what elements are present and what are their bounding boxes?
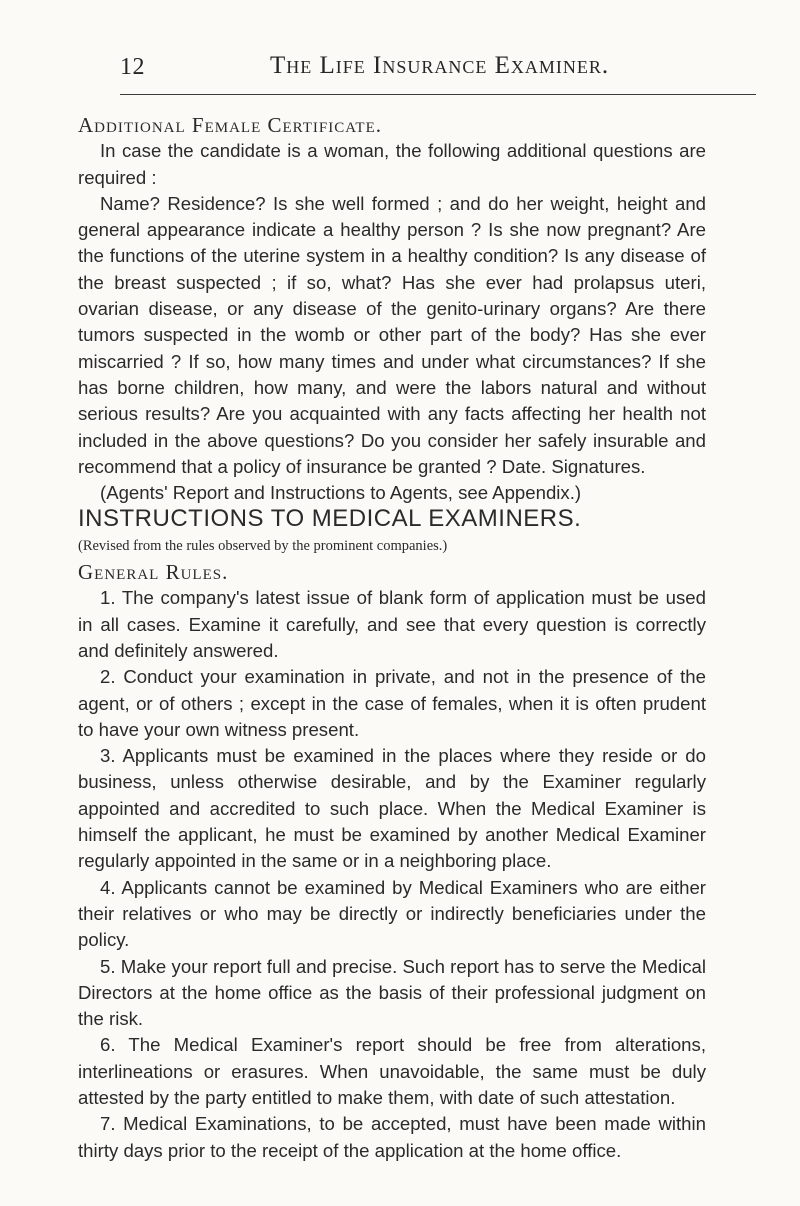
page-number: 12 xyxy=(120,54,145,80)
header-rule xyxy=(120,94,756,95)
certificate-intro: In case the candidate is a woman, the following additional questions are required : xyxy=(78,140,706,188)
certificate-questions: Name? Residence? Is she well formed ; and do her weight, height and general appearance indicate a healthy person ? Is she now pregnant? Are the functions of the uterine system in a healthy condition? Is any disease of the breast suspected ; if so, what? Has she ever had prolapsus uteri, ovarian disease, or any disease of the genito-urinary organs? Are there tumors suspected in the womb or other part of the body? Has she ever miscarried ? If so, how many times and under what circumstances? If she has borne children, how many, and were the labors natural and without serious results? Are you acquainted with any facts affecting her health not included in the above questions? Do you consider her safely insurable and recommend that a policy of insurance be granted ? Date. Signatures. xyxy=(78,192,706,477)
rule-1: 1. The company's latest issue of blank form of application must be used in all cases. Examine it carefully, and see that every question is correctly and definitely answered. xyxy=(78,587,706,661)
agents-note: (Agents' Report and Instructions to Agents, see Appendix.) xyxy=(100,482,582,504)
rule-6: 6. The Medical Examiner's report should be free from alterations, interlineations or erasures. When unavoidable, the same must be duly attested by the party entitled to make them, with date of such attestation. xyxy=(78,1034,706,1108)
certificate-heading: Additional Female Certificate. xyxy=(78,113,382,137)
rule-7: 7. Medical Examinations, to be accepted, must have been made within thirty days prior to the receipt of the application at the home office. xyxy=(78,1113,706,1161)
rule-5: 5. Make your report full and precise. Such report has to serve the Medical Directors at the home office as the basis of their professional judgment on the risk. xyxy=(78,955,706,1030)
revision-note: (Revised from the rules observed by the prominent companies.) xyxy=(78,537,448,554)
rule-4: 4. Applicants cannot be examined by Medical Examiners who are either their relatives or who may be directly or indirectly beneficiaries under the policy. xyxy=(78,876,706,951)
rule-2: 2. Conduct your examination in private, and not in the presence of the agent, or of others ; except in the case of females, when it is often prudent to have your own witness present. xyxy=(78,666,706,740)
running-head xyxy=(120,52,760,82)
running-title: The Life Insurance Examiner. xyxy=(270,52,610,79)
rule-3: 3. Applicants must be examined in the places where they reside or do business, unless otherwise desirable, and by the Examiner regularly appointed and accredited to such place. When the Medical Examiner is himself the applicant, he must be examined by another Medical Examiner regularly appointed in the same or in a neighboring place. xyxy=(78,745,706,872)
instructions-heading: INSTRUCTIONS TO MEDICAL EXAMINERS. xyxy=(78,505,582,533)
general-rules-heading: General Rules. xyxy=(78,560,229,585)
page-body xyxy=(78,112,706,1164)
